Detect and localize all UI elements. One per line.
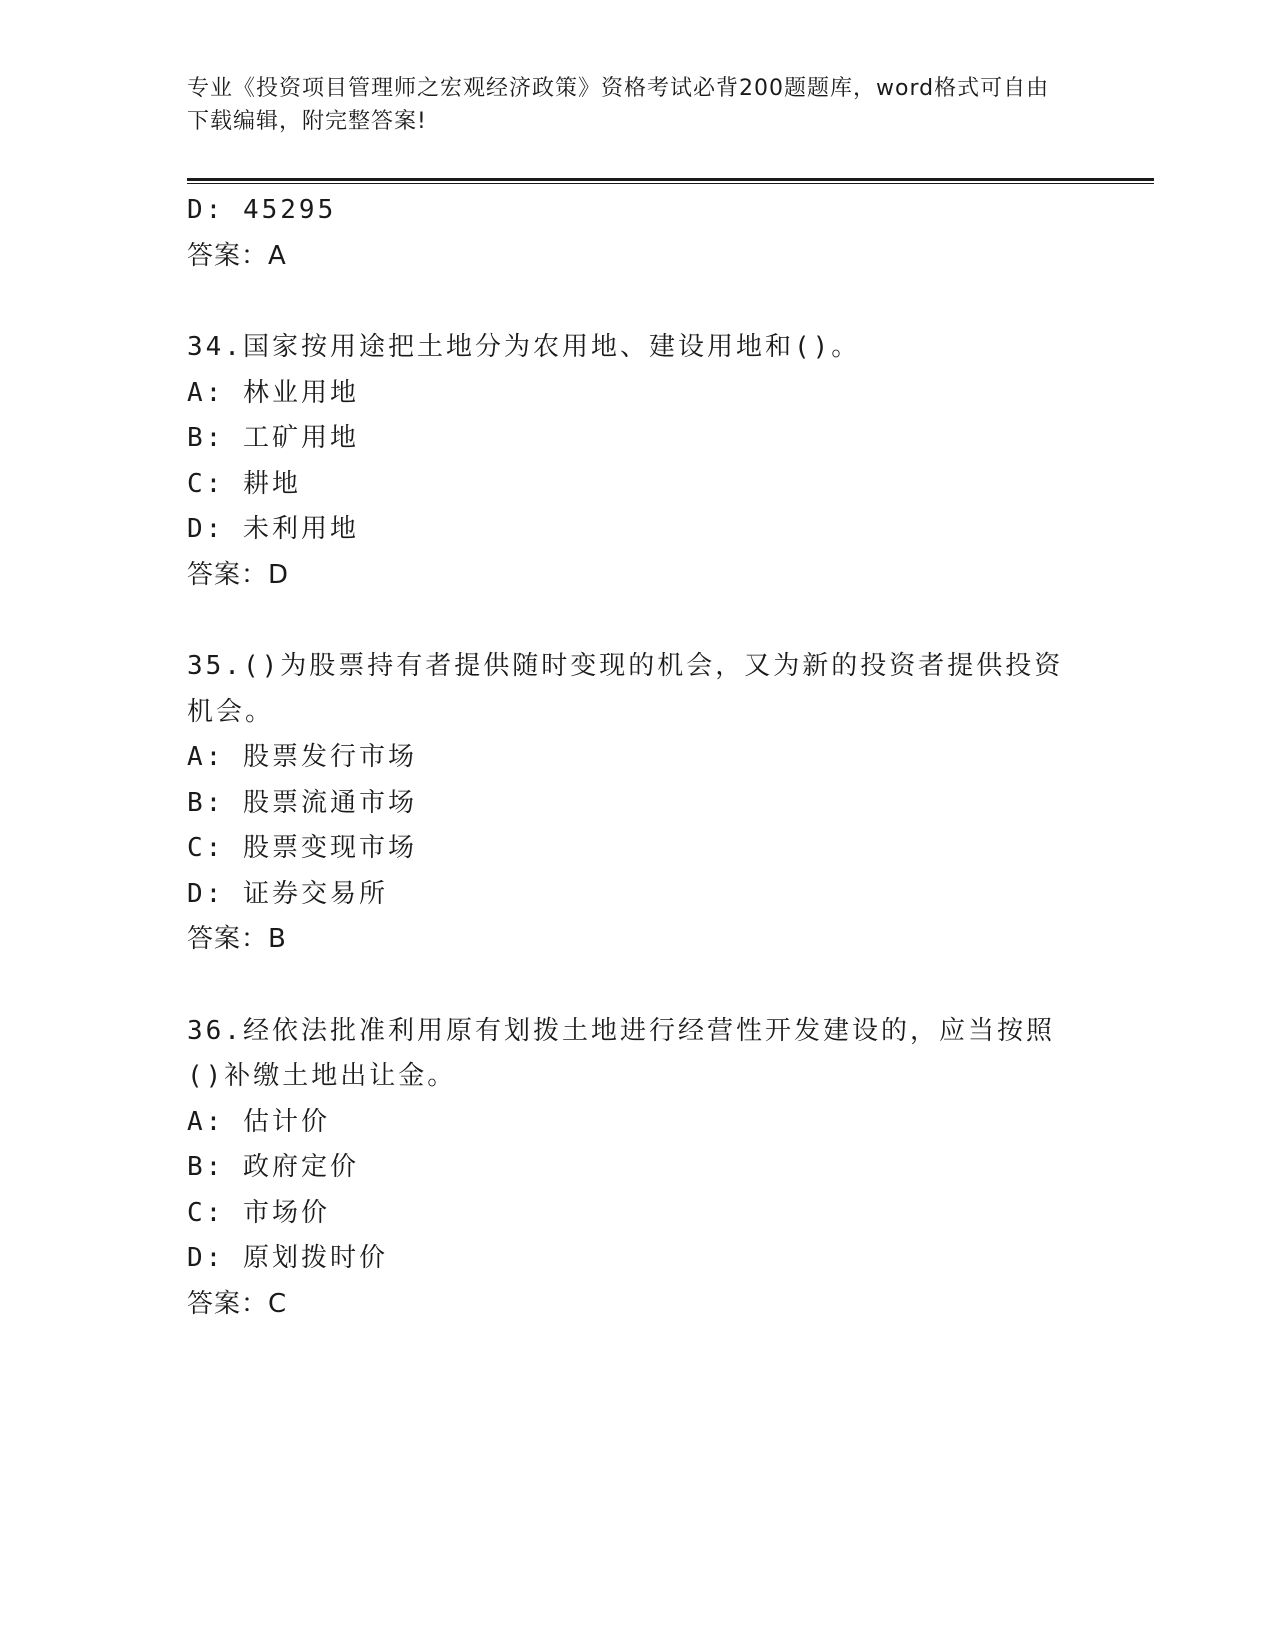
question-stem: 34.国家按用途把土地分为农用地、建设用地和()。 bbox=[187, 332, 861, 362]
question-content bbox=[187, 188, 1087, 1327]
answer: 答案：D bbox=[187, 559, 290, 590]
option-a: A: 林业用地 bbox=[187, 377, 359, 408]
option-d: D: 未利用地 bbox=[187, 514, 359, 544]
option-a: A: 股票发行市场 bbox=[187, 742, 417, 772]
question-stem: 36.经依法批准利用原有划拨土地进行经营性开发建设的，应当按照()补缴土地出让金。 bbox=[187, 1015, 1055, 1091]
answer: 答案：C bbox=[187, 1288, 288, 1319]
page-header bbox=[187, 72, 1067, 138]
spacer bbox=[187, 598, 1087, 644]
header-divider-thick bbox=[187, 178, 1154, 181]
question-34 bbox=[187, 325, 1087, 598]
option-d: D: 原划拨时价 bbox=[187, 1243, 388, 1273]
option-a: A: 估计价 bbox=[187, 1106, 330, 1137]
spacer bbox=[187, 279, 1087, 325]
question-36 bbox=[187, 1009, 1087, 1328]
option-c: C: 市场价 bbox=[187, 1197, 330, 1228]
question-stem: 35.()为股票持有者提供随时变现的机会，又为新的投资者提供投资机会。 bbox=[187, 651, 1064, 727]
option-b: B: 股票流通市场 bbox=[187, 787, 417, 818]
option-c: C: 股票变现市场 bbox=[187, 833, 417, 863]
prev-option-d: D: 45295 bbox=[187, 195, 337, 225]
header-divider-thin bbox=[187, 183, 1154, 184]
option-c: C: 耕地 bbox=[187, 468, 301, 499]
option-d: D: 证券交易所 bbox=[187, 878, 388, 909]
spacer bbox=[187, 963, 1087, 1009]
prev-answer: 答案：A bbox=[187, 240, 287, 271]
question-35 bbox=[187, 644, 1087, 963]
option-b: B: 政府定价 bbox=[187, 1152, 359, 1182]
option-b: B: 工矿用地 bbox=[187, 423, 359, 453]
header-title: 专业《投资项目管理师之宏观经济政策》资格考试必背200题题库，word格式可自由下载编辑，附完整答案! bbox=[187, 76, 1050, 134]
answer: 答案：B bbox=[187, 924, 287, 954]
